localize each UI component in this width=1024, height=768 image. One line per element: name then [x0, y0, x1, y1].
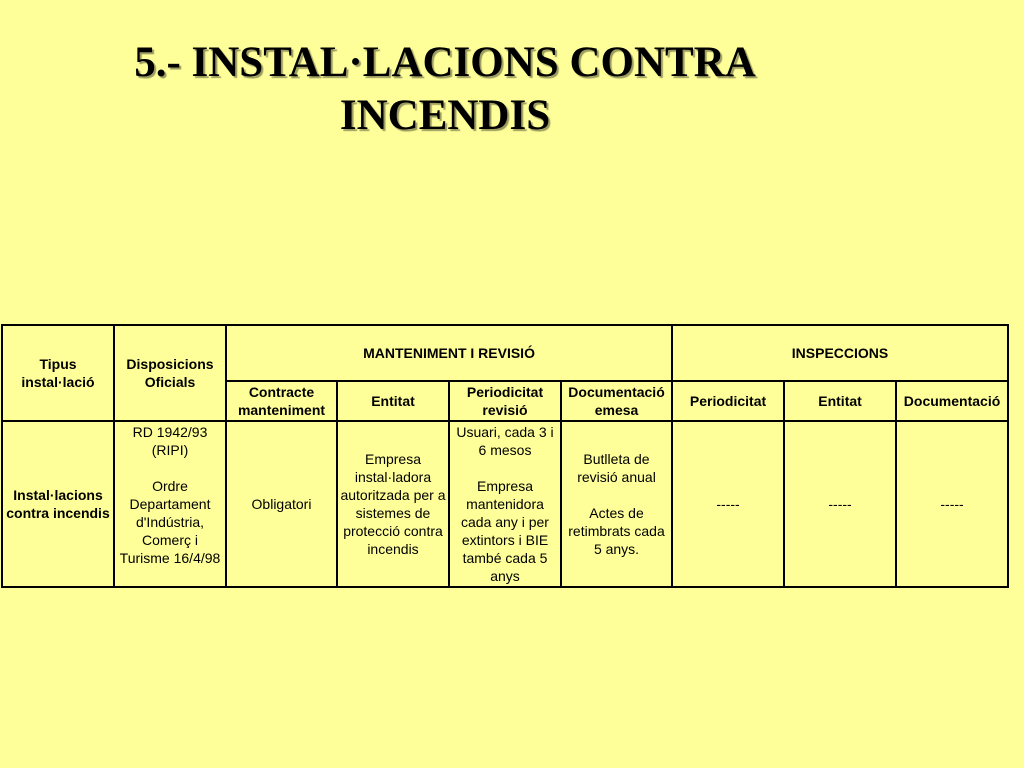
cell-periodicitat: [449, 421, 561, 587]
header-contracte: Contracte manteniment: [226, 381, 337, 421]
disposicions-ordre: Ordre Departament d'Indústria, Comerç i Turisme 16/4/98: [119, 478, 221, 566]
cell-insp-entitat: -----: [784, 421, 896, 587]
documentacio-butlleta: Butlleta de revisió anual: [577, 451, 656, 485]
slide-title: [80, 36, 810, 142]
header-inspeccions-group: INSPECCIONS: [672, 325, 1008, 381]
periodicitat-empresa: Empresa mantenidora cada any i per extintors i BIE també cada 5 anys: [461, 478, 549, 584]
table-row: [2, 421, 1008, 587]
cell-documentacio: [561, 421, 672, 587]
disposicions-rd: RD 1942/93 (RIPI): [132, 424, 208, 458]
header-row-top: [2, 325, 1008, 381]
cell-contracte: Obligatori: [226, 421, 337, 587]
documentacio-actes: Actes de retimbrats cada 5 anys.: [568, 505, 665, 557]
header-tipus: Tipus instal·lació: [2, 325, 114, 421]
header-entitat-manteniment: Entitat: [337, 381, 449, 421]
cell-entitat: Empresa instal·ladora autoritzada per a sistemes de protecció contra incendis: [337, 421, 449, 587]
cell-insp-documentacio: -----: [896, 421, 1008, 587]
header-manteniment-group: MANTENIMENT I REVISIÓ: [226, 325, 672, 381]
cell-disposicions: [114, 421, 226, 587]
cell-insp-periodicitat: -----: [672, 421, 784, 587]
header-documentacio-inspeccio: Documentació: [896, 381, 1008, 421]
header-entitat-inspeccio: Entitat: [784, 381, 896, 421]
header-periodicitat-revisio: Periodicitat revisió: [449, 381, 561, 421]
periodicitat-usuari: Usuari, cada 3 i 6 mesos: [456, 424, 554, 458]
cell-tipus: Instal·lacions contra incendis: [2, 421, 114, 587]
slide-title-line-2: INCENDIS: [339, 92, 551, 139]
slide-title-line-1: 5.- INSTAL·LACIONS CONTRA: [134, 39, 756, 86]
header-periodicitat-inspeccio: Periodicitat: [672, 381, 784, 421]
header-documentacio-emesa: Documentació emesa: [561, 381, 672, 421]
header-disposicions: Disposicions Oficials: [114, 325, 226, 421]
maintenance-table: [1, 324, 1009, 588]
